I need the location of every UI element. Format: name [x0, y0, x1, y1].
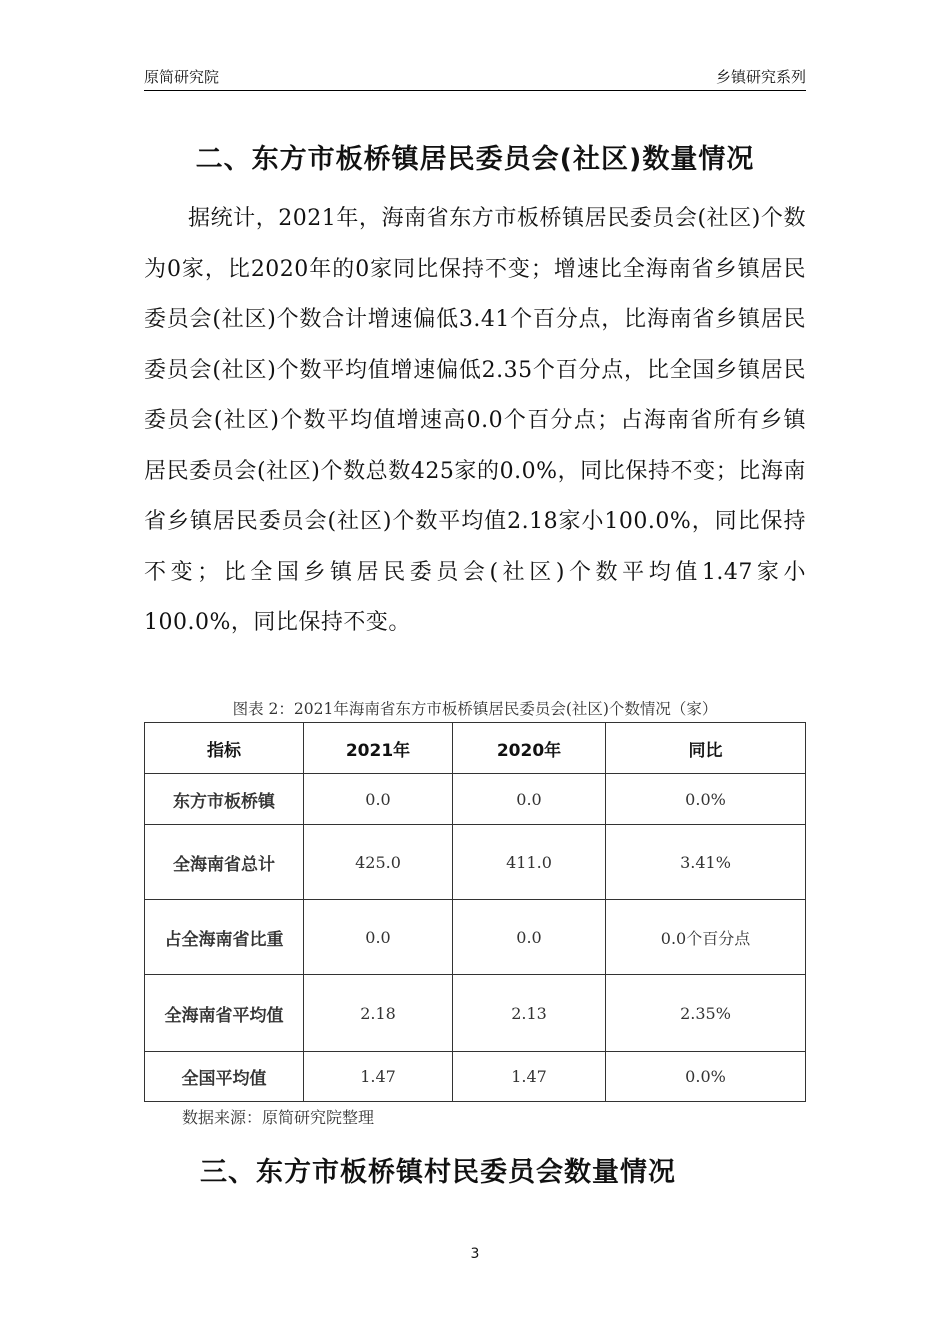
- body-paragraph: 据统计，2021年，海南省东方市板桥镇居民委员会(社区)个数为0家，比2020年的0家同比保持不变；增速比全海南省乡镇居民委员会(社区)个数合计增速偏低3.41个百分点，比海南省乡镇居民委员会(社区)个数平均值增速偏低2.35个百分点，比全国乡镇居民委员会(社区)个数平均值增速高0.0个百分点；占海南省所有乡镇居民委员会(社区)个数总数425家的0.0%，同比保持不变；比海南省乡镇居民委员会(社区)个数平均值2.18家小100.0%，同比保持不变；比全国乡镇居民委员会(社区)个数平均值1.47家小100.0%，同比保持不变。: [144, 206, 806, 635]
- row-label: 东方市板桥镇: [145, 774, 304, 825]
- row-label: 占全海南省比重: [145, 900, 304, 975]
- table-row: [145, 900, 806, 975]
- column-header: 指标: [145, 723, 304, 774]
- column-header: 2020年: [453, 723, 606, 774]
- table-cell: 1.47: [304, 1052, 453, 1102]
- table-cell: 0.0: [304, 774, 453, 825]
- table-row: [145, 1052, 806, 1102]
- table-row: [145, 975, 806, 1052]
- row-label: 全国平均值: [145, 1052, 304, 1102]
- table-cell: 0.0%: [606, 774, 806, 825]
- table-row: [145, 774, 806, 825]
- table-cell: 2.35%: [606, 975, 806, 1052]
- table-cell: 3.41%: [606, 825, 806, 900]
- page-number: 3: [470, 1246, 480, 1262]
- table-row: [145, 825, 806, 900]
- row-label: 全海南省总计: [145, 825, 304, 900]
- table-cell: 0.0: [453, 900, 606, 975]
- table-cell: 2.18: [304, 975, 453, 1052]
- section-title: 二、东方市板桥镇居民委员会(社区)数量情况: [195, 144, 755, 175]
- table-cell: 411.0: [453, 825, 606, 900]
- data-table: [144, 722, 806, 1102]
- column-header: 同比: [606, 723, 806, 774]
- table-cell: 0.0%: [606, 1052, 806, 1102]
- table-cell: 0.0个百分点: [606, 900, 806, 975]
- table-caption: 图表 2：2021年海南省东方市板桥镇居民委员会(社区)个数情况（家）: [232, 700, 718, 718]
- page-header: [144, 64, 806, 91]
- table-cell: 2.13: [453, 975, 606, 1052]
- table-cell: 1.47: [453, 1052, 606, 1102]
- table-cell: 0.0: [453, 774, 606, 825]
- section-title: 三、东方市板桥镇村民委员会数量情况: [200, 1157, 676, 1188]
- table-header-row: [145, 723, 806, 774]
- table-cell: 425.0: [304, 825, 453, 900]
- header-left: 原简研究院: [144, 68, 220, 86]
- data-source-note: 数据来源：原简研究院整理: [182, 1108, 375, 1127]
- table-cell: 0.0: [304, 900, 453, 975]
- row-label: 全海南省平均值: [145, 975, 304, 1052]
- column-header: 2021年: [304, 723, 453, 774]
- header-right: 乡镇研究系列: [715, 68, 806, 86]
